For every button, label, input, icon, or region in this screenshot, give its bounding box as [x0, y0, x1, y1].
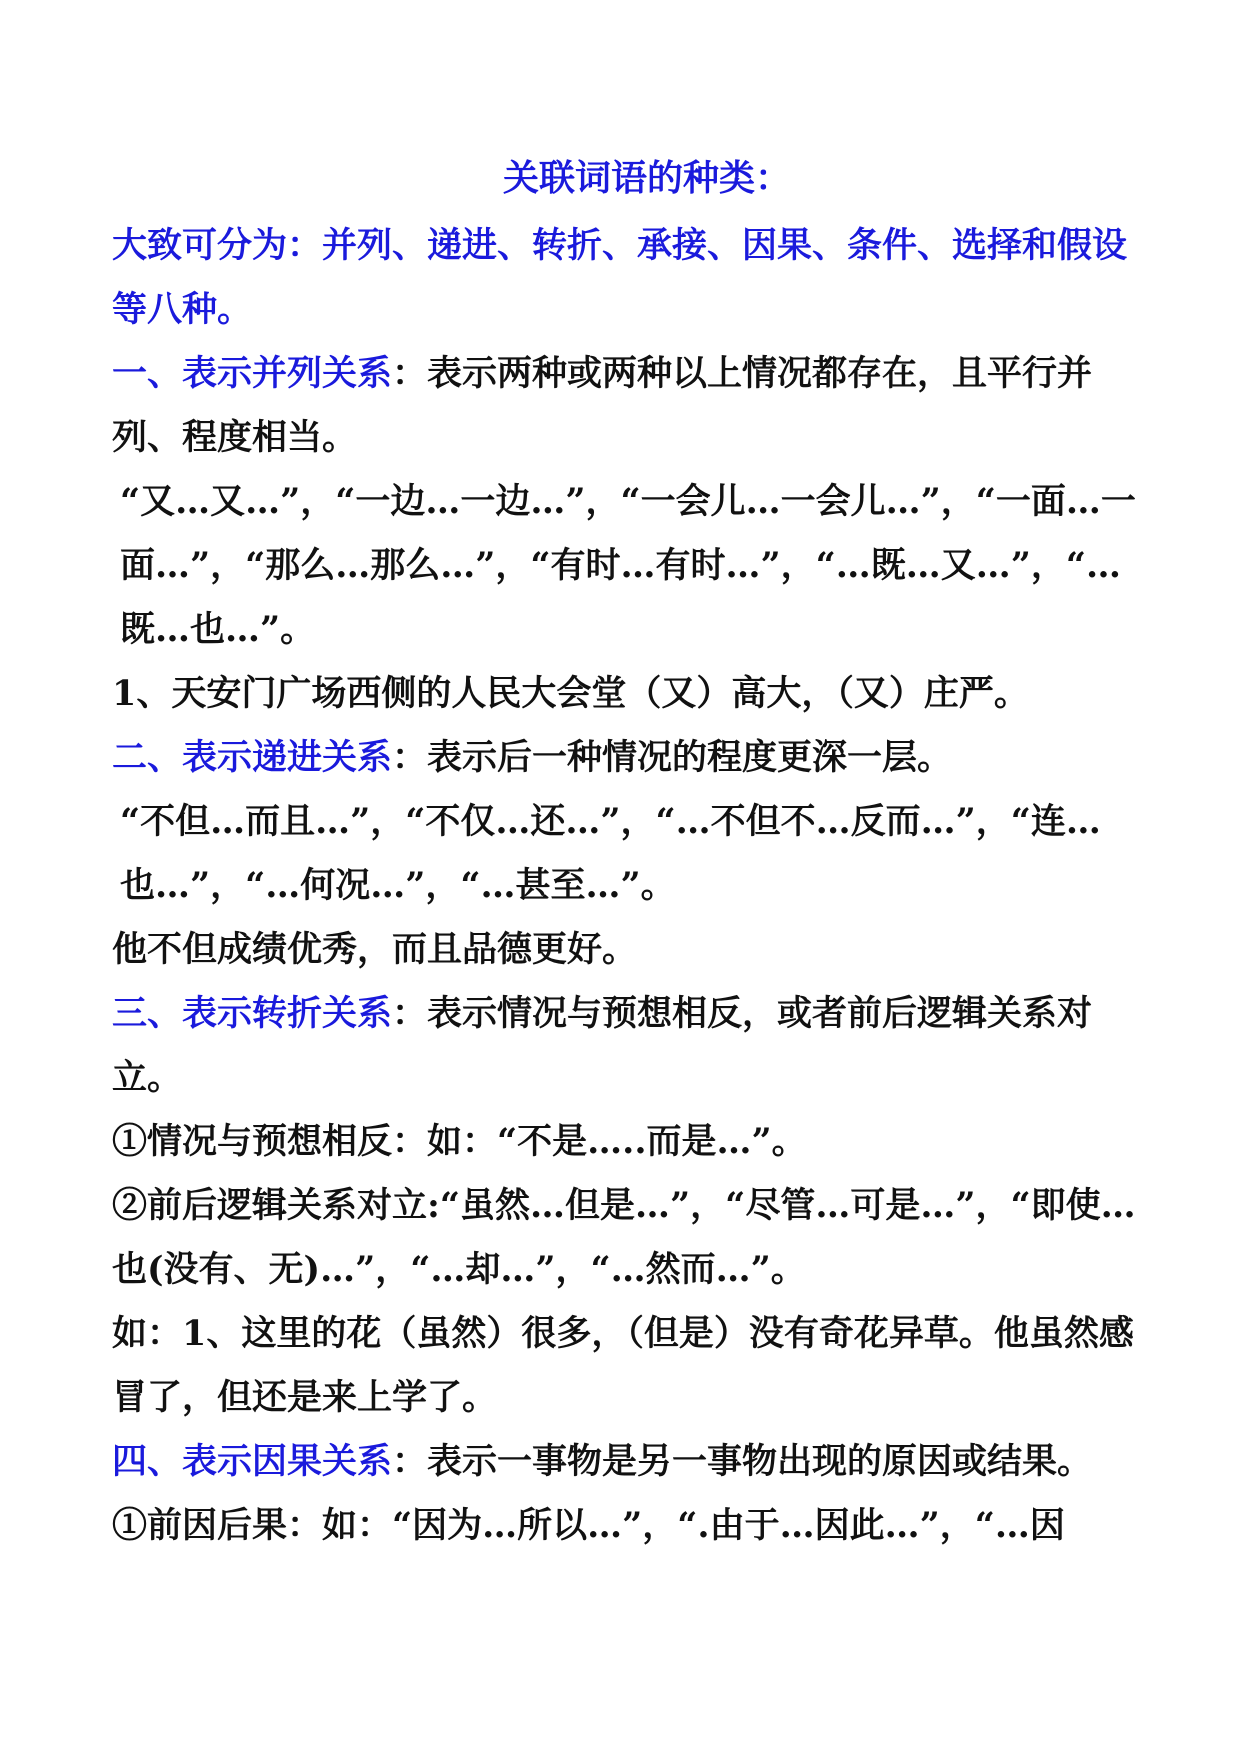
section-1-example: 1、天安门广场西侧的人民大会堂（又）高大，（又）庄严。 — [112, 673, 1029, 714]
page-title: 关联词语的种类： — [502, 157, 791, 199]
section-3-heading: 三、表示转折关系 — [112, 993, 393, 1034]
section-1-description: ：表示两种或两种以上情况都存在，且平行并列、程度相当。 — [112, 353, 1093, 458]
section-2-example: 他不但成绩优秀，而且品德更好。 — [112, 929, 638, 970]
section-1-heading: 一、表示并列关系 — [112, 353, 393, 394]
section-1-paragraph — [112, 342, 1142, 470]
section-2-words: “不但…而且…”，“不仅…还…”，“…不但不…反而…”，“连…也…”，“…何况…”，“…甚至…”。 — [120, 801, 1101, 906]
section-3-example: 如：1、这里的花（虽然）很多，（但是）没有奇花异草。他虽然感冒了，但还是来上学了。 — [112, 1313, 1134, 1418]
intro-paragraph: 大致可分为：并列、递进、转折、承接、因果、条件、选择和假设等八种。 — [112, 225, 1128, 330]
section-3-item-1: ①情况与预想相反：如：“不是…..而是…”。 — [112, 1121, 807, 1162]
section-2-paragraph — [112, 726, 1142, 790]
section-2-heading: 二、表示递进关系 — [112, 737, 393, 778]
section-4-paragraph — [112, 1430, 1142, 1494]
section-2-description: ：表示后一种情况的程度更深一层。 — [392, 737, 953, 778]
document-page — [112, 148, 1142, 1558]
section-3-paragraph — [112, 982, 1142, 1110]
section-1-words: “又…又…”，“一边…一边…”，“一会儿…一会儿…”，“一面…一面…”，“那么…那么…”，“有时…有时…”，“…既…又…”，“…既…也…”。 — [120, 481, 1136, 650]
section-3-description: ：表示情况与预想相反，或者前后逻辑关系对立。 — [112, 993, 1093, 1098]
section-3-item-2: ②前后逻辑关系对立:“虽然…但是…”，“尽管…可是…”，“即使…也(没有、无)…”，“…却…”，“…然而…”。 — [112, 1185, 1136, 1290]
section-4-heading: 四、表示因果关系 — [112, 1441, 393, 1482]
section-4-description: ：表示一事物是另一事物出现的原因或结果。 — [392, 1441, 1093, 1482]
section-4-item-1: ①前因后果：如：“因为…所以…”，“.由于…因此…”，“…因 — [112, 1505, 1065, 1546]
